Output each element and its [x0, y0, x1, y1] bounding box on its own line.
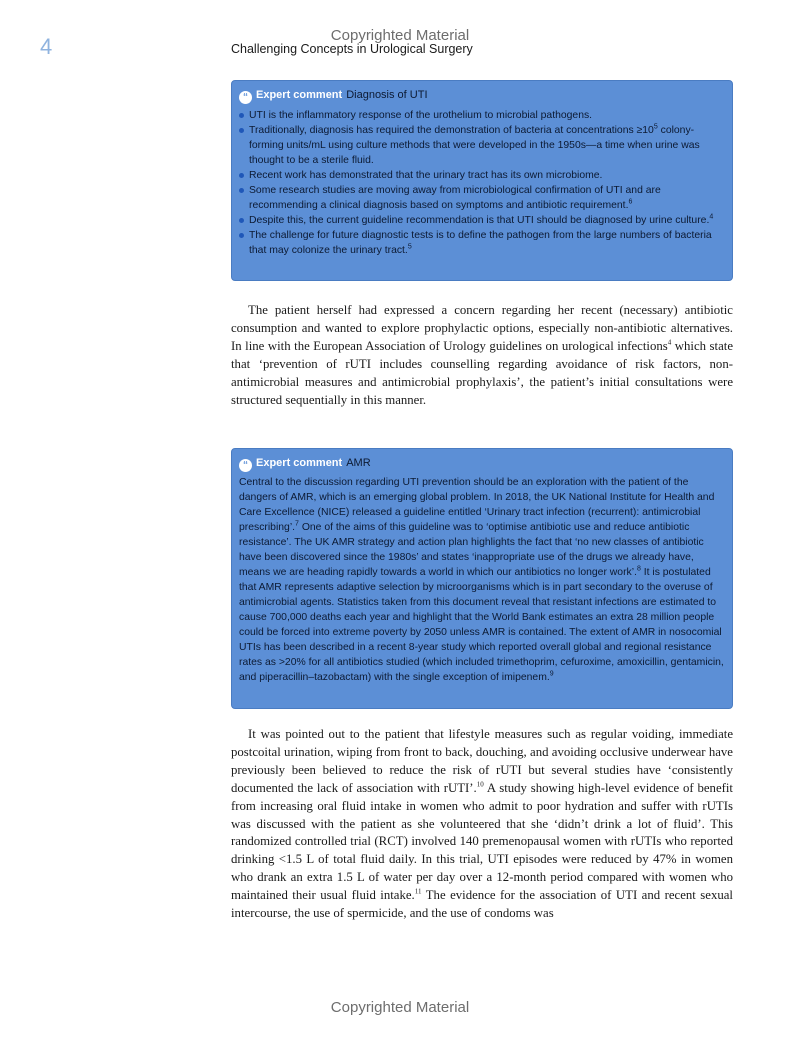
running-head: Challenging Concepts in Urological Surgery [231, 42, 473, 56]
list-item: Recent work has demonstrated that the urinary tract has its own microbiome. [238, 168, 722, 183]
page-number: 4 [40, 34, 53, 59]
expert-comment-box-uti-diagnosis [231, 80, 733, 281]
bullet-list [238, 108, 722, 258]
watermark-top: Copyrighted Material [330, 27, 470, 44]
body-paragraph-1: The patient herself had expressed a concern regarding her recent (necessary) antibiotic consumption and wanted to explore prophylactic options, especially non-antibiotic alternatives. In line with the European Association of Urology guidelines on urological infections$^4$ which state that ‘prevention of rUTI includes counselling regarding avoidance of risk factors, non-antimicrobial measures and antimicrobial prophylaxis’, the patient’s initial consultations were structured sequentially in this manner. [231, 303, 733, 407]
list-item: Some research studies are moving away from microbiological confirmation of UTI and are recommending a clinical diagnosis based on symptoms and antibiotic requirement.$^6$ [238, 183, 722, 213]
quote-icon: “ [239, 91, 252, 104]
watermark-bottom: Copyrighted Material [330, 999, 470, 1016]
box-topic: Diagnosis of UTI [346, 89, 428, 101]
quote-icon: “ [239, 459, 252, 472]
list-item: The challenge for future diagnostic tests is to define the pathogen from the large numbers of bacteria that may colonize the urinary tract.$^5$ [238, 228, 722, 258]
list-item: UTI is the inflammatory response of the urothelium to microbial pathogens. [238, 108, 722, 123]
box-label: Expert comment [256, 457, 343, 469]
list-item: Despite this, the current guideline recommendation is that UTI should be diagnosed by urine culture.$^4$ [238, 213, 722, 228]
box-topic: AMR [346, 457, 371, 469]
list-item: Traditionally, diagnosis has required the demonstration of bacteria at concentrations $\ge 10^5$ colony-forming units/mL using culture methods that were developed in the 1950s—a time when urine was thought to be a sterile fluid. [238, 123, 722, 168]
body-paragraph-2: It was pointed out to the patient that lifestyle measures such as regular voiding, immediate postcoital urination, wiping from front to back, douching, and avoiding occlusive underwear have previously been believed to reduce the risk of rUTI but several studies have ‘consistently documented the lack of association with rUTI’.$^{10}$ A study showing high-level evidence of benefit from increasing oral fluid intake in women who admit to poor hydration and suffer with rUTIs was discussed with the patient as she volunteered that she ‘didn’t drink a lot of fluid’. This randomized controlled trial (RCT) involved 140 premenopausal women with rUTIs who reported drinking <1.5 L of total fluid daily. In this trial, UTI episodes were reduced by 47% in women who drank an extra 1.5 L of water per day over a 12-month period compared with women who maintained their usual fluid intake.$^{11}$ The evidence for the association of UTI and recent sexual intercourse, the use of spermicide, and the use of condoms was [231, 727, 733, 921]
box-title [239, 89, 428, 104]
expert-comment-box-amr [231, 448, 733, 709]
box-label: Expert comment [256, 89, 343, 101]
box-paragraph: Central to the discussion regarding UTI prevention should be an exploration with the patient of the dangers of AMR, which is an emerging global problem. In 2018, the UK National Institute for Health and Care Excellence (NICE) released a guideline entitled ‘Urinary tract infection (recurrent): antimicrobial prescribing’.$^7$ One of the aims of this guideline was to ‘optimise antibiotic use and reduce antibiotic resistance’. The UK AMR strategy and action plan highlights the fact that ‘no new classes of antibiotic have been discovered since the 1980s’ and states ‘inappropriate use of the drugs we already have, means we are heading rapidly towards a world in which our antibiotics no longer work’.$^8$ It is postulated that AMR represents adaptive selection by microorganisms which is in part secondary to the overuse of antimicrobial agents. Statistics taken from this document reveal that resistant infections are estimated to cause 700,000 deaths each year and highlight that the World Bank estimates an extra 28 million people could be forced into extreme poverty by 2050 unless AMR is contained. The extent of AMR in nosocomial UTIs has been described in a recent 8-year study which reported overall global and regional resistance rates as >20% for all antibiotics studied (which included trimethoprim, cefuroxime, amoxicillin, gentamicin, and piperacillin–tazobactam) with the single exception of imipenem.$^9$ [239, 477, 724, 683]
box-title [239, 457, 371, 472]
